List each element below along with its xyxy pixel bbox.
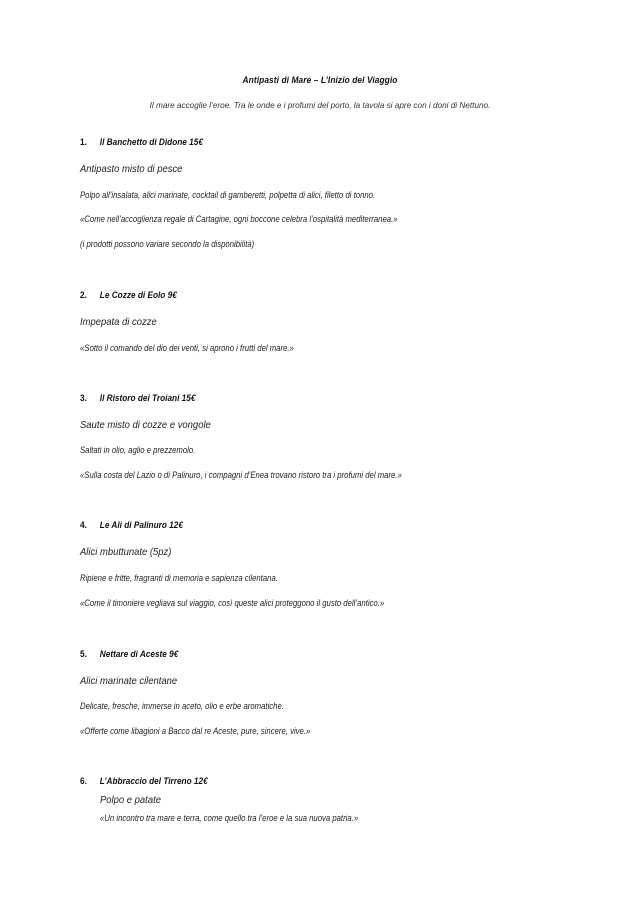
menu-item-title: Nettare di Aceste 9€ (99, 649, 179, 660)
menu-item-heading (80, 137, 203, 148)
menu-item-description: Saltati in olio, aglio e prezzemolo. (80, 445, 196, 455)
menu-item-number: 2. (80, 290, 87, 301)
menu-item-description: Ripiene e fritte, fragranti di memoria e sapienza cilentana. (80, 573, 278, 583)
menu-item-heading (80, 520, 183, 531)
menu-item-quote: «Come nell’accoglienza regale di Cartagine, ogni boccone celebra l’ospitalità mediterranea.» (80, 214, 398, 224)
menu-item-description: Delicate, fresche, immerse in aceto, olio e erbe aromatiche. (80, 701, 284, 711)
menu-item-number: 4. (80, 520, 87, 531)
menu-item-title: L’Abbraccio del Tirreno 12€ (99, 776, 208, 787)
menu-item-quote: «Sotto il comando del dio dei venti, si aprono i frutti del mare.» (80, 343, 294, 353)
menu-item-heading (80, 290, 177, 301)
menu-item-description: Polpo all’insalata, alici marinate, cocktail di gamberetti, polpetta di alici, filetto di tonno. (80, 190, 376, 200)
menu-item-subtitle: Antipasto misto di pesce (80, 163, 183, 175)
menu-item-heading (80, 649, 178, 660)
menu-section-title: Antipasti di Mare – L’Inizio del Viaggio (242, 75, 398, 86)
menu-item-title: Le Ali di Palinuro 12€ (99, 520, 183, 531)
menu-item-quote: «Un incontro tra mare e terra, come quello tra l’eroe e la sua nuova patria.» (100, 813, 359, 823)
menu-item-heading (80, 393, 195, 404)
menu-item-quote: «Come il timoniere vegliava sul viaggio, così queste alici proteggono il gusto dell’antico.» (80, 598, 385, 608)
menu-item-number: 6. (80, 776, 87, 787)
menu-item-subtitle: Impepata di cozze (80, 316, 157, 328)
menu-item-title: Il Banchetto di Didone 15€ (99, 137, 203, 148)
menu-item-quote: «Sulla costa del Lazio o di Palinuro, i compagni d’Enea trovano ristoro tra i profumi del mare.» (80, 470, 402, 480)
menu-item-subtitle: Alici marinate cilentane (80, 675, 178, 687)
menu-item-title: Il Ristoro dei Troiani 15€ (99, 393, 196, 404)
menu-item-heading (80, 776, 208, 787)
menu-item-number: 3. (80, 393, 87, 404)
menu-item-quote: «Offerte come libagioni a Bacco dal re Aceste, pure, sincere, vive.» (80, 726, 311, 736)
menu-intro: Il mare accoglie l’eroe. Tra le onde e i profumi del porto, la tavola si apre con i doni di Nettuno. (149, 101, 491, 110)
menu-item-note: (i prodotti possono variare secondo la disponibilità) (80, 239, 255, 249)
menu-item-title: Le Cozze di Eolo 9€ (99, 290, 177, 301)
menu-item-number: 1. (80, 137, 87, 148)
menu-item-subtitle: Alici mbuttunate (5pz) (80, 546, 172, 558)
menu-item-subtitle: Polpo e patate (100, 794, 161, 806)
menu-item-subtitle: Saute misto di cozze e vongole (80, 419, 211, 431)
menu-item-number: 5. (80, 649, 87, 660)
